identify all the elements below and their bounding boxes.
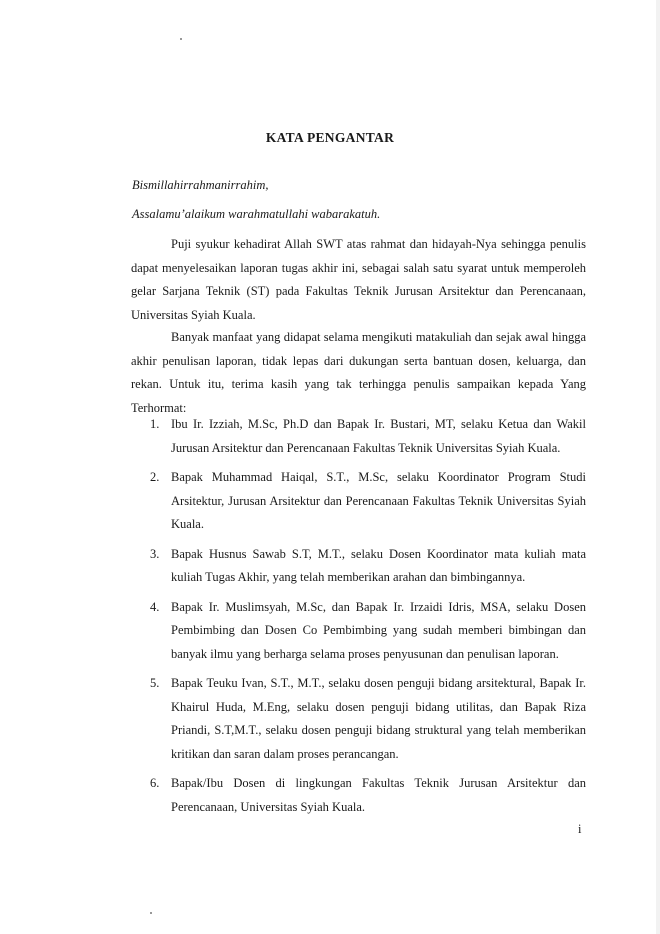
- paragraph-thanks: [131, 326, 586, 420]
- list-item-number: 5.: [150, 676, 160, 690]
- list-item: [131, 596, 586, 667]
- greeting-bismillah: Bismillahirrahmanirrahim,: [132, 178, 269, 192]
- paragraph-intro-text: Puji syukur kehadirat Allah SWT atas rahmat dan hidayah-Nya sehingga penulis dapat menyelesaikan laporan tugas akhir ini, sebagai salah satu syarat untuk memperoleh gelar Sarjana Teknik (ST) pada Fakultas Teknik Jurusan Arsitektur dan Perencanaan, Universitas Syiah Kuala.: [131, 237, 586, 322]
- list-item-number: 2.: [150, 470, 160, 484]
- acknowledgement-list: [131, 413, 586, 825]
- list-item-text: Bapak Teuku Ivan, S.T., M.T., selaku dosen penguji bidang arsitektural, Bapak Ir. Khairul Huda, M.Eng, selaku dosen penguji bidang utilitas, dan Bapak Riza Priandi, S.T,M.T., selaku dosen penguji bidang struktural yang telah memberikan kritikan dan saran dalam proses perancangan.: [171, 676, 586, 761]
- paragraph-thanks-text: Banyak manfaat yang didapat selama mengikuti matakuliah dan sejak awal hingga akhir penulisan laporan, tidak lepas dari dukungan serta bantuan dosen, keluarga, dan rekan. Untuk itu, terima kasih yang tak terhingga penulis sampaikan kepada Yang Terhormat:: [131, 330, 586, 415]
- list-item: [131, 672, 586, 766]
- list-item-number: 1.: [150, 417, 160, 431]
- list-item: [131, 466, 586, 537]
- greeting-salam: Assalamu’alaikum warahmatullahi wabarakatuh.: [132, 207, 381, 221]
- list-item-number: 6.: [150, 776, 160, 790]
- list-item-text: Bapak/Ibu Dosen di lingkungan Fakultas Teknik Jurusan Arsitektur dan Perencanaan, Universitas Syiah Kuala.: [171, 776, 586, 814]
- page-title: KATA PENGANTAR: [265, 130, 395, 145]
- list-item-text: Ibu Ir. Izziah, M.Sc, Ph.D dan Bapak Ir. Bustari, MT, selaku Ketua dan Wakil Jurusan Arsitektur dan Perencanaan Fakultas Teknik Universitas Syiah Kuala.: [171, 417, 586, 455]
- scan-speck: [150, 912, 152, 914]
- paragraph-intro: [131, 233, 586, 327]
- list-item: [131, 543, 586, 590]
- list-item: [131, 413, 586, 460]
- scan-speck: [180, 38, 182, 40]
- page-number: i: [578, 822, 582, 836]
- list-item-text: Bapak Muhammad Haiqal, S.T., M.Sc, selaku Koordinator Program Studi Arsitektur, Jurusan Arsitektur dan Perencanaan Fakultas Teknik Universitas Syiah Kuala.: [171, 470, 586, 531]
- list-item-number: 3.: [150, 546, 160, 561]
- list-item-text: Bapak Husnus Sawab S.T, M.T., selaku Dosen Koordinator mata kuliah mata kuliah Tugas Akhir, yang telah memberikan arahan dan bimbingannya.: [171, 546, 586, 584]
- list-item: [131, 772, 586, 819]
- list-item-number: 4.: [150, 599, 160, 614]
- list-item-text: Bapak Ir. Muslimsyah, M.Sc, dan Bapak Ir. Irzaidi Idris, MSA, selaku Dosen Pembimbing dan Dosen Co Pembimbing yang sudah memberi bimbingan dan banyak ilmu yang berharga selama proses penyusunan dan penulisan laporan.: [171, 599, 586, 661]
